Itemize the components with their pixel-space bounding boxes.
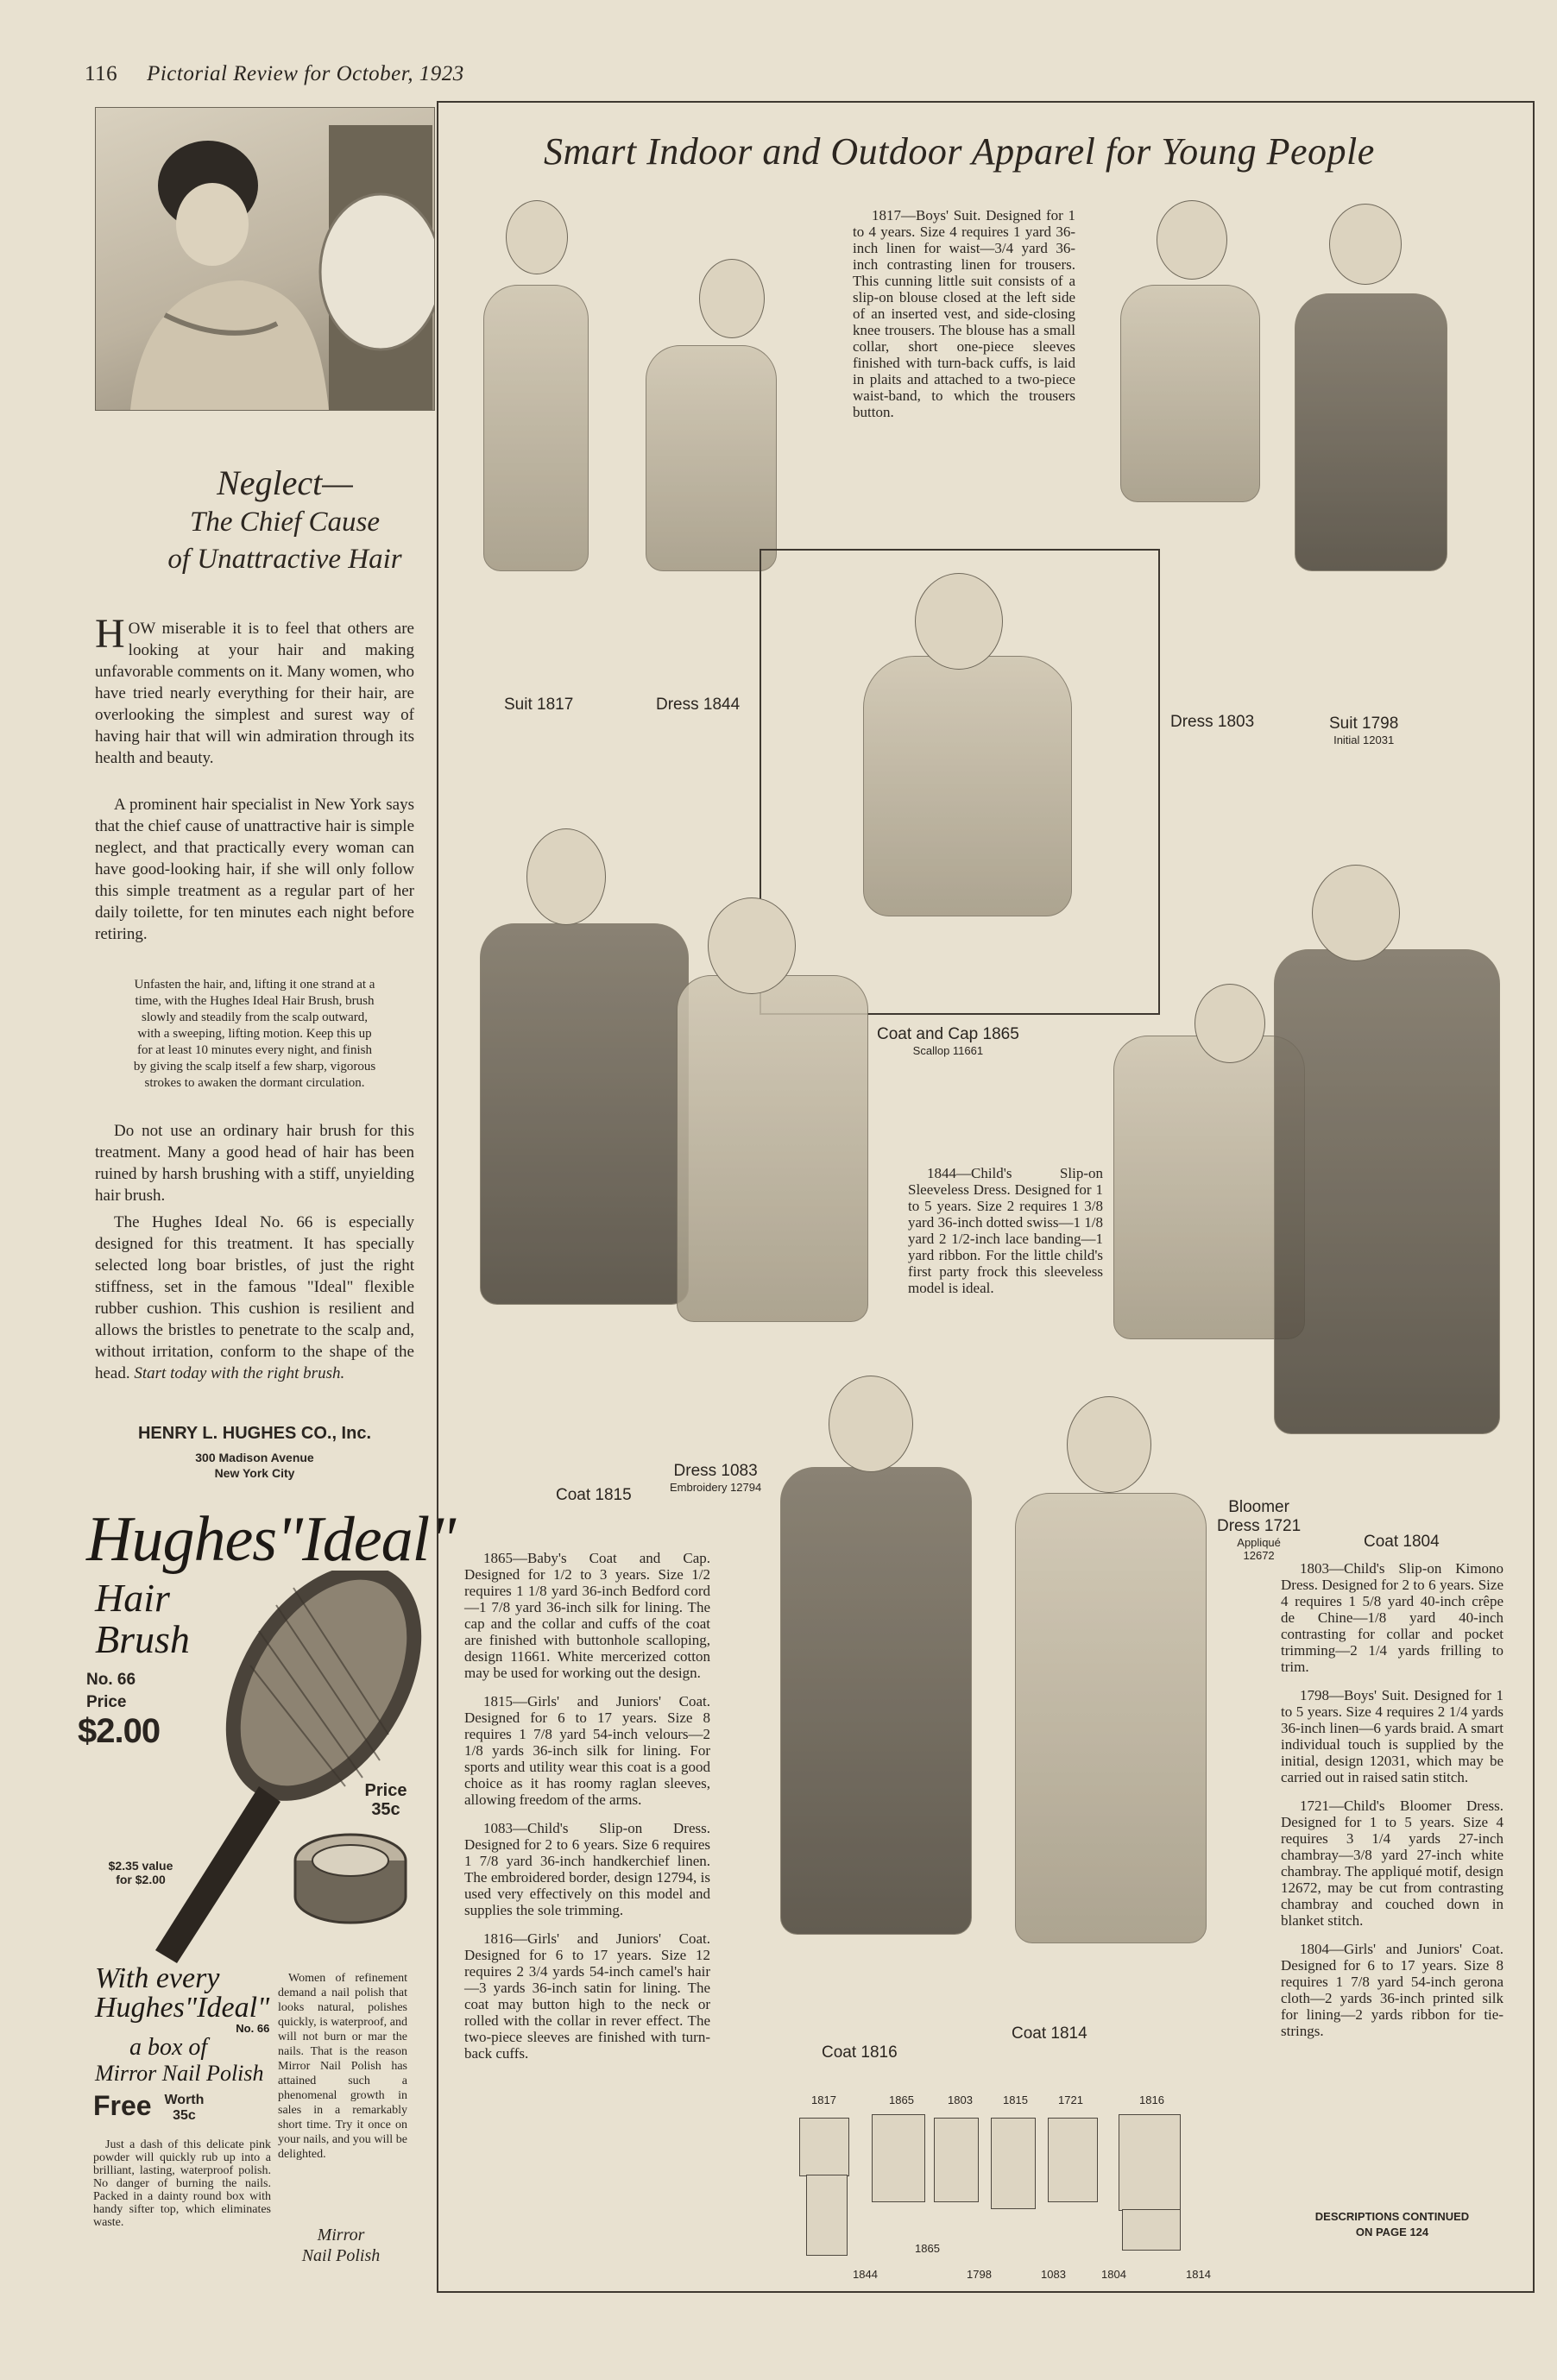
- dress-1083-head: [708, 897, 796, 994]
- polish-signature-line2: Nail Polish: [301, 2246, 381, 2265]
- model-block: [86, 1669, 136, 1714]
- polish-signature-line1: Mirror: [317, 2226, 365, 2245]
- bloomer-1721-head: [1195, 984, 1265, 1063]
- label-suit-1798: [1329, 715, 1398, 746]
- ad-headline: [129, 463, 440, 576]
- free-offer-line2: Hughes"Ideal": [95, 1992, 270, 2024]
- coat-1814-figure: [1015, 1493, 1207, 1943]
- ad-headline-line1: Neglect—: [217, 463, 353, 502]
- desc-1865: 1865—Baby's Coat and Cap. Designed for 1/2 to 3 years. Size 1/2 requires 1 1/8 yard 36-inch Bedford cord—1 7/8 yard 36-inch silk for lining. The cap and the collar and cuffs of the coat are finished with buttonhole scalloping, design 11661. White mercerized cotton may be used for working out the design.: [464, 1550, 710, 1681]
- label-bloomer-sub1: Appliqué: [1237, 1536, 1281, 1549]
- worth-label: Worth: [164, 2092, 205, 2107]
- label-bloomer-line2: Dress 1721: [1217, 1517, 1302, 1535]
- company-name: HENRY L. HUGHES CO., Inc.: [137, 1424, 372, 1443]
- free-worth-line: [93, 2090, 204, 2124]
- ad-paragraph-2: A prominent hair specialist in New York says that the chief cause of unattractive hair is simple neglect, and that practically every woman can have good-looking hair, if she will only follow this simple treatment as a regular part of her daily toilette, for ten minutes each night before retiring.: [95, 796, 414, 943]
- polish-description: Just a dash of this delicate pink powder will quickly rub up into a brilliant, lasting, waterproof polish. No danger of burning the nails. Packed in a dainty round box with handy sifter top, which eliminates waste.: [93, 2138, 271, 2229]
- label-dress-1803: Dress 1803: [1170, 713, 1255, 731]
- desc-1817-text: 1817—Boys' Suit. Designed for 1 to 4 years. Size 4 requires 1 yard 36-inch linen for waist—3/4 yard 36-inch contrasting linen for trousers. This cunning little suit consists of a slip-on blouse closed at the left side of an inserted vest, and side-closing knee trousers. The blouse has a small collar, short one-piece sleeves finished with turn-back cuffs, is laid in plaits and attached to a two-piece waist-band, to which the trousers button.: [853, 207, 1075, 420]
- page-number: 116: [85, 62, 118, 85]
- desc-1803: 1803—Child's Slip-on Kimono Dress. Designed for 2 to 6 years. Size 4 requires 1 5/8 yard 40-inch crêpe de Chine—1/8 yard 40-inch contrasting for collar and pocket trimming—2 1/4 yards frilling to trim.: [1281, 1560, 1503, 1675]
- free-offer-line5: Mirror Nail Polish: [95, 2061, 264, 2086]
- coat-1865-figure: [863, 656, 1072, 916]
- value-note-line1: $2.35 value: [108, 1859, 173, 1873]
- dress-1083-figure: [677, 975, 868, 1322]
- thumbnail-labels-bottom: [794, 2242, 1211, 2285]
- ad-paragraph-5: [95, 1212, 414, 1384]
- ad-headline-line3: of Unattractive Hair: [167, 544, 402, 575]
- value-note: [93, 1859, 188, 1886]
- continued-line1: DESCRIPTIONS CONTINUED: [1314, 2210, 1470, 2223]
- free-offer-line4: a box of: [129, 2034, 208, 2061]
- ad-instructions: Unfasten the hair, and, lifting it one strand at a time, with the Hughes Ideal Hair Brush, brush slowly and steadily from the scalp outward, with a sweeping, lifting motion. Keep this up for at least 10 minutes every night, and finish by giving the scalp itself a few sharp, vigorous strokes to awaken the dormant circulation.: [133, 978, 376, 1090]
- thumb-label-top-4: 1815: [1003, 2094, 1028, 2106]
- coat-1804-head: [1312, 865, 1400, 961]
- pattern-thumb: [1122, 2209, 1181, 2251]
- label-bloomer-sub2: 12672: [1243, 1549, 1275, 1562]
- panel-title: Smart Indoor and Outdoor Apparel for Young People: [544, 130, 1375, 173]
- dress-1803-head: [1157, 200, 1227, 280]
- suit-1817-head: [506, 200, 568, 274]
- value-note-line2: for $2.00: [116, 1873, 166, 1886]
- polish-price-label: Price: [364, 1781, 407, 1800]
- pattern-thumb: [934, 2118, 979, 2202]
- suit-1798-head: [1329, 204, 1402, 285]
- thumb-label-top-6: 1816: [1139, 2094, 1164, 2106]
- suit-1817-figure: [483, 285, 589, 571]
- pattern-thumb: [806, 2175, 848, 2256]
- coat-1816-figure: [780, 1467, 972, 1935]
- publication-title: Pictorial Review for October, 1923: [147, 62, 464, 85]
- desc-1083: 1083—Child's Slip-on Dress. Designed for 2 to 6 years. Size 6 requires 1 7/8 yard 36-inch handkerchief linen. The embroidered border, design 12794, is used very effectively on this model and supplies the sole trimming.: [464, 1820, 710, 1918]
- dress-1844-figure: [646, 345, 777, 571]
- polish-copy: Women of refinement demand a nail polish that looks natural, polishes quickly, is waterproof, and will not burn or mar the nails. That is the reason Mirror Nail Polish has attained such a phenomenal growth in sales in a remarkably short time. Try it once on your nails, and you will be delighted.: [278, 1972, 407, 2161]
- thumb-label-bottom-6: 1814: [1186, 2268, 1211, 2281]
- label-coat-1865-sub: Scallop 11661: [912, 1044, 984, 1057]
- desc-1804: 1804—Girls' and Juniors' Coat. Designed for 6 to 17 years. Size 8 requires 1 7/8 yard 54-inch gerona cloth—2 yards 36-inch printed silk for lining—2 yards ribbon for tie-strings.: [1281, 1941, 1503, 2039]
- coat-1816-head: [829, 1376, 913, 1472]
- label-bloomer-line1: Bloomer: [1228, 1498, 1289, 1516]
- page-header: [85, 62, 464, 86]
- label-suit-1817: Suit 1817: [504, 696, 574, 714]
- label-coat-1865-text: Coat and Cap 1865: [877, 1025, 1019, 1043]
- worth-note: [164, 2093, 204, 2124]
- ad-tagline: Start today with the right brush.: [134, 1364, 345, 1382]
- label-dress-1083-sub: Embroidery 12794: [670, 1481, 762, 1494]
- desc-1817: [853, 207, 1075, 432]
- brand-name: Hughes"Ideal": [86, 1504, 456, 1575]
- ad-headline-line2: The Chief Cause: [190, 507, 380, 538]
- coat-1815-figure: [480, 923, 689, 1305]
- company-address: [95, 1450, 414, 1481]
- thumb-label-bottom-5: 1804: [1101, 2268, 1126, 2281]
- brand-product-line2: Brush: [95, 1617, 190, 1661]
- coat-1865-head: [915, 573, 1003, 670]
- thumb-label-bottom-2: 1865: [915, 2242, 940, 2255]
- pattern-thumb: [991, 2118, 1036, 2209]
- polish-signature: [285, 2225, 397, 2266]
- thumb-label-top-2: 1865: [889, 2094, 914, 2106]
- desc-1816: 1816—Girls' and Juniors' Coat. Designed for 6 to 17 years. Size 12 requires 2 3/4 yards 54-inch camel's hair—3 yards 36-inch satin for lining. The coat may button high to the neck or rolled with the collar in rever effect. The two-piece sleeves are finished with turn-back cuffs.: [464, 1930, 710, 2062]
- thumb-label-top-5: 1721: [1058, 2094, 1083, 2106]
- brand-product-line1: Hair: [95, 1576, 170, 1620]
- dress-1844-head: [699, 259, 765, 338]
- thumbnail-labels-top: [794, 2094, 1191, 2111]
- label-coat-1816: Coat 1816: [822, 2043, 898, 2062]
- woman-hair-photo: [95, 107, 435, 411]
- nail-polish-box-illustration: [290, 1826, 411, 1930]
- label-coat-1804: Coat 1804: [1364, 1533, 1440, 1551]
- free-offer-heading: [95, 1964, 269, 2087]
- suit-1798-figure: [1295, 293, 1447, 571]
- thumb-label-top-1: 1817: [811, 2094, 836, 2106]
- price-label: Price: [86, 1693, 127, 1711]
- label-suit-1798-text: Suit 1798: [1329, 715, 1399, 733]
- ad-paragraph-1-text: OW miserable it is to feel that others are looking at your hair and making unfavorable comments on it. Many women, who have tried nearly everything for their hair, are overlooking the simplest and surest way of having hair that will win admiration through its health and beauty.: [95, 620, 414, 767]
- desc-left-column: [464, 1550, 710, 2074]
- pattern-thumb: [1048, 2118, 1098, 2202]
- label-suit-1798-sub: Initial 12031: [1333, 734, 1395, 746]
- label-coat-1815: Coat 1815: [556, 1486, 632, 1504]
- label-coat-1814: Coat 1814: [1012, 2024, 1087, 2043]
- dress-1803-figure: [1120, 285, 1260, 502]
- desc-1721: 1721—Child's Bloomer Dress. Designed for 1 to 5 years. Size 4 requires 3 1/4 yards 27-inch chambray—3/8 yard 27-inch white chambray. The appliqué motif, design 12672, may be cut from contrasting chambray and couched down in blanket stitch.: [1281, 1798, 1503, 1929]
- brush-price: $2.00: [78, 1712, 161, 1750]
- desc-1844-text: 1844—Child's Slip-on Sleeveless Dress. Designed for 1 to 5 years. Size 2 requires 1 3/8 yard 36-inch dotted swiss—1 1/8 yard 2 1/2-inch lace banding—1 yard ribbon. For the little child's first party frock this sleeveless model is ideal.: [908, 1165, 1103, 1296]
- model-number: No. 66: [86, 1671, 136, 1689]
- thumb-label-bottom-4: 1083: [1041, 2268, 1066, 2281]
- free-word: Free: [93, 2090, 152, 2121]
- free-offer-model: No. 66: [236, 2022, 270, 2035]
- thumb-label-bottom-1: 1844: [853, 2268, 878, 2281]
- desc-1798: 1798—Boys' Suit. Designed for 1 to 5 years. Size 4 requires 2 1/4 yards 36-inch linen—6 yards braid. A smart individual touch is supplied by the initial, design 12031, which may be carried out in raised satin stitch.: [1281, 1687, 1503, 1785]
- polish-price-value: 35c: [371, 1800, 400, 1819]
- desc-1844: [908, 1165, 1103, 1308]
- worth-value: 35c: [173, 2107, 196, 2123]
- address-line-2: New York City: [214, 1466, 295, 1480]
- pattern-thumb: [799, 2118, 849, 2176]
- descriptions-continued: [1277, 2209, 1507, 2240]
- ad-paragraph-4: Do not use an ordinary hair brush for this treatment. Many a good head of hair has been ruined by harsh brushing with a stiff, unyielding hair brush.: [95, 1122, 414, 1205]
- thumb-label-top-3: 1803: [948, 2094, 973, 2106]
- address-line-1: 300 Madison Avenue: [195, 1451, 314, 1464]
- continued-line2: ON PAGE 124: [1355, 2226, 1429, 2238]
- desc-right-column: [1281, 1560, 1503, 2051]
- coat-1814-head: [1067, 1396, 1151, 1493]
- drop-cap: H: [95, 611, 125, 657]
- pattern-thumb: [1119, 2114, 1181, 2211]
- coat-1804-figure: [1274, 949, 1500, 1434]
- thumb-label-bottom-3: 1798: [967, 2268, 992, 2281]
- label-bloomer-1721: [1217, 1498, 1301, 1562]
- desc-1815: 1815—Girls' and Juniors' Coat. Designed for 6 to 17 years. Size 8 requires 1 7/8 yard 54-inch velours—2 1/8 yards 36-inch silk for lining. For sports and utility wear this coat is a good choice as it has roomy raglan sleeves, allowing freedom of the arms.: [464, 1693, 710, 1808]
- pattern-thumb: [872, 2114, 925, 2202]
- free-offer-line1: With every: [95, 1962, 220, 1994]
- ad-paragraph-1: [95, 611, 414, 769]
- polish-price: [347, 1781, 425, 1819]
- label-dress-1083: [670, 1462, 761, 1494]
- label-dress-1083-text: Dress 1083: [673, 1462, 758, 1480]
- coat-1815-head: [526, 828, 606, 925]
- ad-paragraph-5-text: The Hughes Ideal No. 66 is especially designed for this treatment. It has specially selected long boar bristles, of just the right stiffness, set in the famous "Ideal" flexible rubber cushion. This cushion is resilient and allows the bristles to penetrate to the scalp and, without irritation, conform to the shape of the head.: [95, 1213, 414, 1382]
- label-coat-1865: [877, 1025, 1019, 1057]
- label-dress-1844: Dress 1844: [656, 696, 741, 714]
